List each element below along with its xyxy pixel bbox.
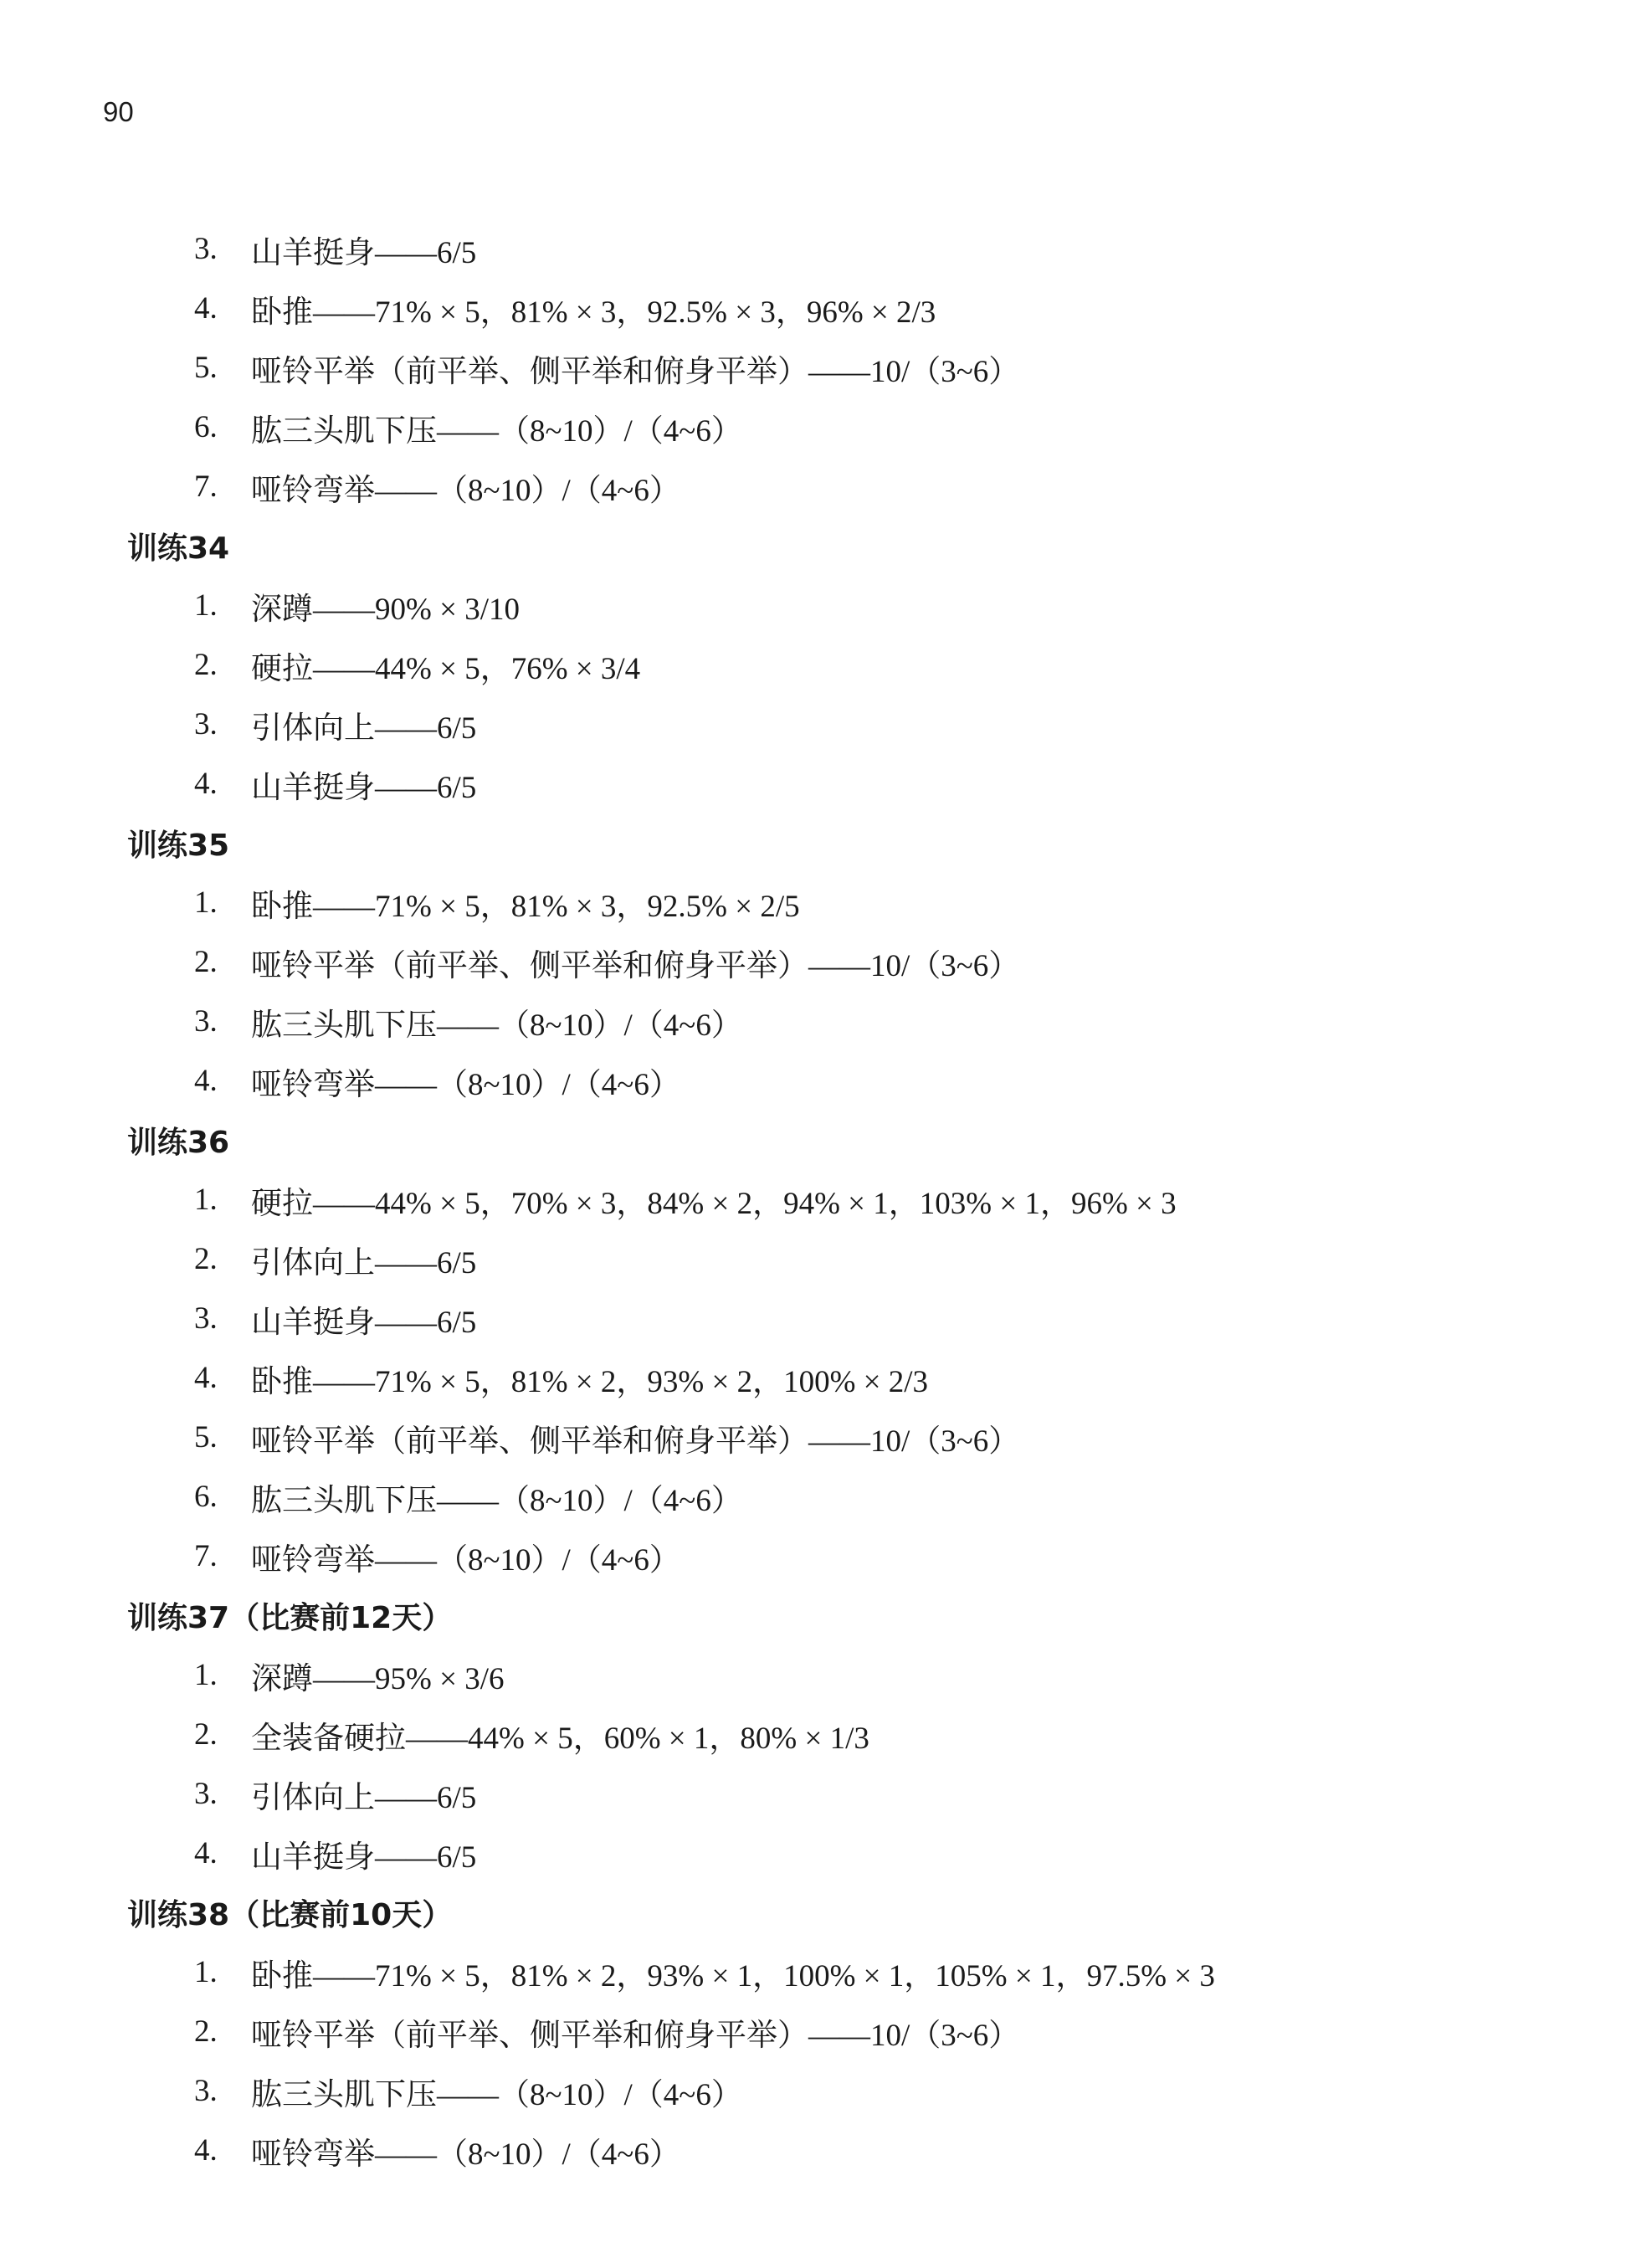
exercise-item — [0, 457, 1636, 516]
workout-list — [0, 219, 1636, 2180]
item-text: 引体向上——6/5 — [251, 1245, 477, 1280]
exercise-item — [0, 1348, 1636, 1408]
exercise-item — [0, 1764, 1636, 1824]
item-number: 5. — [194, 351, 218, 385]
item-text: 卧推——71% × 5，81% × 3，92.5% × 2/5 — [251, 889, 800, 924]
item-text: 引体向上——6/5 — [251, 1780, 477, 1815]
item-number: 4. — [194, 767, 218, 801]
item-text: 肱三头肌下压——（8~10）/（4~6） — [251, 1008, 742, 1043]
section-heading: 训练38（比赛前10天） — [127, 1898, 453, 1932]
exercise-item — [0, 754, 1636, 813]
exercise-item — [0, 2002, 1636, 2061]
item-text: 山羊挺身——6/5 — [251, 1840, 477, 1875]
item-number: 4. — [194, 1836, 218, 1870]
item-number: 7. — [194, 470, 218, 504]
exercise-item — [0, 992, 1636, 1051]
exercise-item — [0, 398, 1636, 457]
item-text: 深蹲——95% × 3/6 — [251, 1661, 505, 1696]
exercise-item — [0, 1645, 1636, 1705]
exercise-item — [0, 1051, 1636, 1111]
item-text: 硬拉——44% × 5，76% × 3/4 — [251, 651, 641, 686]
item-number: 3. — [194, 1301, 218, 1336]
item-number: 1. — [194, 1183, 218, 1217]
item-text: 引体向上——6/5 — [251, 711, 477, 746]
exercise-item — [0, 1942, 1636, 2002]
item-text: 肱三头肌下压——（8~10）/（4~6） — [251, 413, 742, 449]
exercise-item — [0, 1229, 1636, 1289]
section-heading: 训练36 — [127, 1126, 230, 1160]
item-text: 肱三头肌下压——（8~10）/（4~6） — [251, 1483, 742, 1518]
exercise-item — [0, 1467, 1636, 1527]
item-number: 4. — [194, 1064, 218, 1098]
item-number: 3. — [194, 1777, 218, 1811]
item-text: 哑铃平举（前平举、侧平举和俯身平举）——10/（3~6） — [251, 1424, 1020, 1459]
item-text: 卧推——71% × 5，81% × 3，92.5% × 3，96% × 2/3 — [251, 295, 936, 330]
page-number: 90 — [103, 96, 134, 127]
exercise-item — [0, 279, 1636, 338]
item-number: 6. — [194, 1480, 218, 1514]
exercise-item — [0, 932, 1636, 992]
item-number: 2. — [194, 945, 218, 979]
exercise-item — [0, 2121, 1636, 2180]
item-number: 3. — [194, 2074, 218, 2108]
exercise-item — [0, 219, 1636, 279]
item-number: 4. — [194, 2133, 218, 2168]
item-text: 哑铃弯举——（8~10）/（4~6） — [251, 1067, 680, 1102]
item-number: 4. — [194, 1361, 218, 1395]
item-text: 哑铃弯举——（8~10）/（4~6） — [251, 1542, 680, 1578]
item-number: 7. — [194, 1539, 218, 1573]
item-number: 3. — [194, 707, 218, 741]
item-text: 山羊挺身——6/5 — [251, 235, 477, 270]
exercise-item — [0, 1170, 1636, 1229]
exercise-item — [0, 338, 1636, 398]
exercise-item — [0, 1705, 1636, 1764]
exercise-item — [0, 1527, 1636, 1586]
item-number: 5. — [194, 1420, 218, 1455]
item-number: 2. — [194, 2014, 218, 2049]
item-text: 哑铃弯举——（8~10）/（4~6） — [251, 2137, 680, 2172]
item-text: 哑铃平举（前平举、侧平举和俯身平举）——10/（3~6） — [251, 948, 1020, 983]
section-heading: 训练34 — [127, 531, 230, 566]
item-text: 卧推——71% × 5，81% × 2，93% × 2，100% × 2/3 — [251, 1364, 929, 1399]
item-text: 硬拉——44% × 5，70% × 3，84% × 2，94% × 1，103% × 1，96% × 3 — [251, 1186, 1177, 1221]
item-number: 1. — [194, 885, 218, 920]
item-number: 4. — [194, 291, 218, 326]
item-number: 2. — [194, 648, 218, 682]
item-text: 肱三头肌下压——（8~10）/（4~6） — [251, 2077, 742, 2112]
exercise-item — [0, 873, 1636, 932]
exercise-item — [0, 1289, 1636, 1348]
item-number: 1. — [194, 1658, 218, 1692]
item-text: 深蹲——90% × 3/10 — [251, 592, 520, 627]
item-number: 2. — [194, 1717, 218, 1752]
item-text: 山羊挺身——6/5 — [251, 770, 477, 805]
exercise-item — [0, 635, 1636, 695]
exercise-item — [0, 1408, 1636, 1467]
item-number: 6. — [194, 410, 218, 444]
exercise-item — [0, 1824, 1636, 1883]
exercise-item — [0, 2061, 1636, 2121]
exercise-item — [0, 695, 1636, 754]
item-text: 全装备硬拉——44% × 5，60% × 1，80% × 1/3 — [251, 1721, 869, 1756]
section-heading: 训练35 — [127, 829, 230, 863]
item-text: 山羊挺身——6/5 — [251, 1305, 477, 1340]
item-text: 哑铃平举（前平举、侧平举和俯身平举）——10/（3~6） — [251, 2018, 1020, 2053]
section-heading: 训练37（比赛前12天） — [127, 1601, 453, 1635]
item-text: 哑铃弯举——（8~10）/（4~6） — [251, 473, 680, 508]
item-text: 卧推——71% × 5，81% × 2，93% × 1，100% × 1，105% × 1，97.5% × 3 — [251, 1958, 1215, 1993]
item-number: 3. — [194, 232, 218, 266]
item-number: 2. — [194, 1242, 218, 1276]
item-number: 3. — [194, 1004, 218, 1039]
item-text: 哑铃平举（前平举、侧平举和俯身平举）——10/（3~6） — [251, 354, 1020, 389]
exercise-item — [0, 576, 1636, 635]
item-number: 1. — [194, 588, 218, 623]
item-number: 1. — [194, 1955, 218, 1989]
